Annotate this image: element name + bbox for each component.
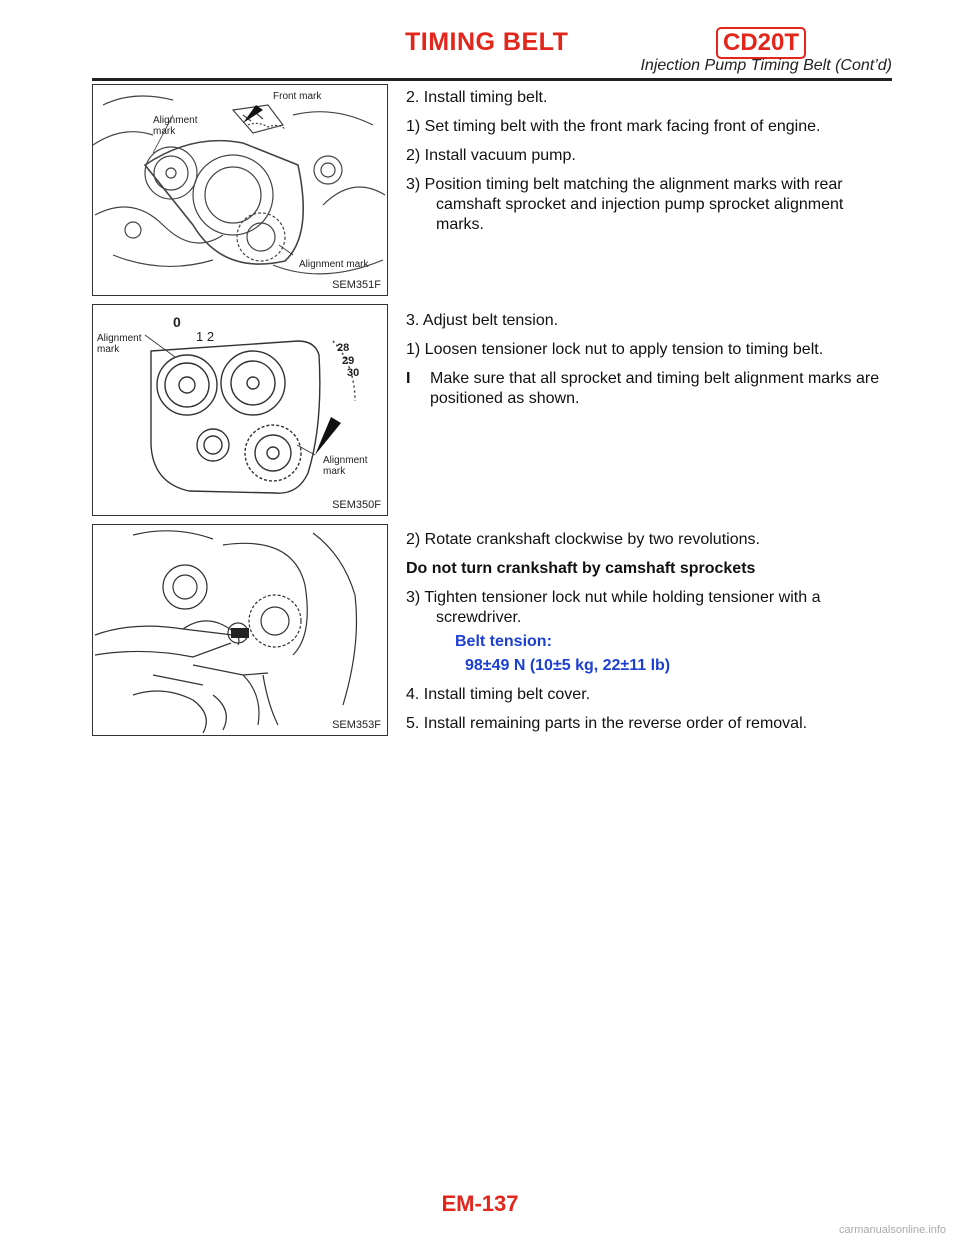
tooth-numbers-1-2: 1 2 <box>196 329 215 344</box>
caution-text: Do not turn crankshaft by camshaft sprockets <box>406 560 756 577</box>
figure-sem351f <box>92 84 388 296</box>
belt-tension-value: 98±49 N (10±5 kg, 22±11 lb) <box>465 657 671 674</box>
bullet-alignment-check <box>406 369 892 409</box>
step-set-belt: 1) Set timing belt with the front mark facing front of engine. <box>406 118 821 135</box>
figure-code: SEM350F <box>332 499 381 511</box>
step-tighten-nut: 3) Tighten tensioner lock nut while holding tensioner with a screwdriver. <box>406 589 821 626</box>
step-loosen-nut: 1) Loosen tensioner lock nut to apply tension to timing belt. <box>406 341 824 358</box>
section-subtitle: Injection Pump Timing Belt (Cont’d) <box>640 57 892 74</box>
watermark: carmanualsonline.info <box>838 1224 946 1236</box>
instructions-final-steps <box>406 530 892 743</box>
label-alignment-mark-top: Alignment <box>97 333 142 344</box>
step-install-belt: 2. Install timing belt. <box>406 89 548 106</box>
page-number: EM-137 <box>441 1191 519 1216</box>
bullet-mark: I <box>406 370 411 387</box>
step-adjust-tension: 3. Adjust belt tension. <box>406 312 559 329</box>
label-alignment-mark-bottom: Alignment <box>323 455 368 466</box>
tooth-number-30: 30 <box>347 367 360 379</box>
belt-tension-label: Belt tension: <box>455 633 552 650</box>
page-header <box>92 22 892 78</box>
engine-badge: CD20T <box>716 27 806 59</box>
step-vacuum-pump: 2) Install vacuum pump. <box>406 147 576 164</box>
label-front-mark: Front mark <box>273 91 322 102</box>
label-alignment-mark-1: Alignment <box>153 115 198 126</box>
figure-code: SEM351F <box>332 279 381 291</box>
instructions-install-belt <box>406 88 892 244</box>
step-install-cover: 4. Install timing belt cover. <box>406 686 591 703</box>
tensioner-tightening-illustration <box>93 525 387 735</box>
step-rotate-crankshaft: 2) Rotate crankshaft clockwise by two revolutions. <box>406 531 760 548</box>
label-alignment-mark-bottom-b: mark <box>323 466 346 477</box>
figure-code: SEM353F <box>332 719 381 731</box>
figure-sem350f <box>92 304 388 516</box>
step-position-belt: 3) Position timing belt matching the alignment marks with rear camshaft sprocket and injection pump sprocket alignment marks. <box>406 176 844 233</box>
label-alignment-mark-top-b: mark <box>97 344 120 355</box>
figure-sem353f <box>92 524 388 736</box>
instructions-adjust-tension <box>406 311 892 418</box>
label-alignment-mark-2: Alignment mark <box>299 259 369 270</box>
section-title: TIMING BELT <box>405 28 569 56</box>
tooth-number-0: 0 <box>173 314 181 330</box>
bullet-text: Make sure that all sprocket and timing belt alignment marks are positioned as shown. <box>430 370 880 407</box>
step-install-remaining: 5. Install remaining parts in the reverse order of removal. <box>406 715 808 732</box>
label-alignment-mark-1b: mark <box>153 126 176 137</box>
header-rule <box>92 78 892 81</box>
tooth-number-28: 28 <box>337 342 350 354</box>
tooth-number-29: 29 <box>342 355 355 367</box>
